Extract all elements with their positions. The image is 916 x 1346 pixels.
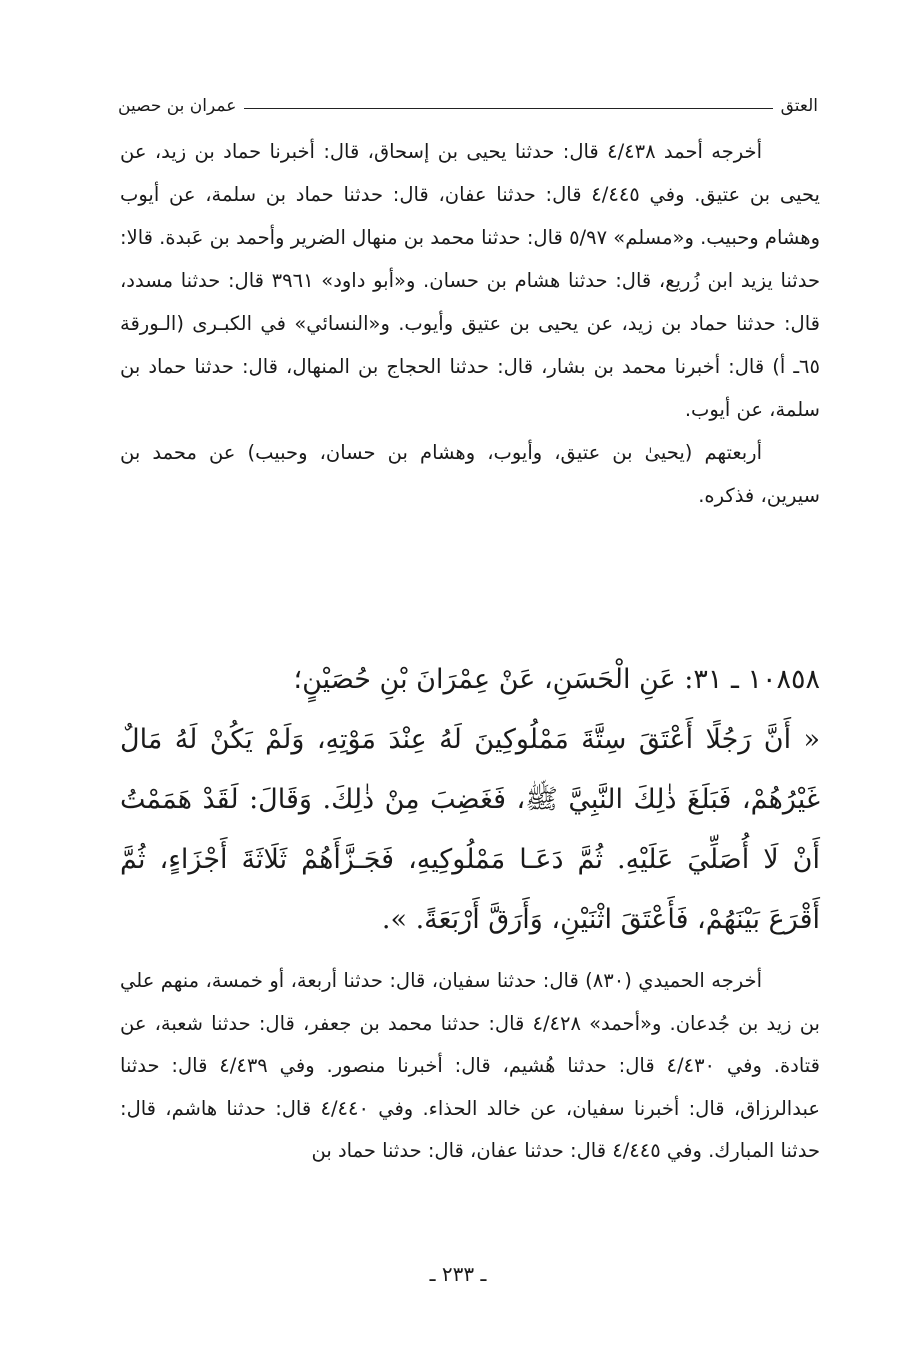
hadith-block — [120, 650, 820, 950]
header-rule — [244, 108, 772, 109]
takhrij-notes-top — [120, 130, 820, 517]
takhrij-paragraph: أربعتهم (يحيىٰ بن عتيق، وأيوب، وهشام بن حسان، وحبيب) عن محمد بن سيرين، فذكره. — [120, 441, 820, 507]
running-head — [118, 86, 818, 116]
takhrij-notes-bottom — [120, 960, 820, 1173]
hadith-text: « أَنَّ رَجُلًا أَعْتَقَ سِتَّةَ مَمْلُوكِينَ لَهُ عِنْدَ مَوْتِهِ، وَلَمْ يَكُنْ لَهُ مَالٌ غَيْرُهُمْ، فَبَلَغَ ذٰلِكَ النَّبِيَّ ﷺ، فَغَضِبَ مِنْ ذٰلِكَ. وَقَالَ: لَقَدْ هَمَمْتُ أَنْ لَا أُصَلِّيَ عَلَيْهِ. ثُمَّ دَعَـا مَمْلُوكِيهِ، فَجَـزَّأَهُمْ ثَلَاثَةَ أَجْزَاءٍ، ثُمَّ أَقْرَعَ بَيْنَهُمْ، فَأَعْتَقَ اثْنَيْنِ، وَأَرَقَّ أَرْبَعَةً. ». — [120, 724, 820, 935]
takhrij-paragraph: أخرجه الحميدي (٨٣٠) قال: حدثنا سفيان، قال: حدثنا أربعة، أو خمسة، منهم علي بن زيد بن جُدعان. و«أحمد» ٤/٤٢٨ قال: حدثنا محمد بن جعفر، قال: حدثنا شعبة، عن قتادة. وفي ٤/٤٣٠ قال: حدثنا هُشيم، قال: أخبرنا منصور. وفي ٤/٤٣٩ قال: حدثنا عبدالرزاق، قال: أخبرنا سفيان، عن خالد الحذاء. وفي ٤/٤٤٠ قال: حدثنا هاشم، قال: حدثنا المبارك. وفي ٤/٤٤٥ قال: حدثنا عفان، قال: حدثنا حماد بن — [120, 969, 820, 1162]
chapter-title: العتق — [780, 96, 818, 116]
hadith-heading: ١٠٨٥٨ ـ ٣١: عَنِ الْحَسَنِ، عَنْ عِمْرَانَ بْنِ حُصَيْنٍ؛ — [293, 664, 820, 695]
section-title: عمران بن حصين — [118, 96, 237, 116]
takhrij-paragraph: أخرجه أحمد ٤/٤٣٨ قال: حدثنا يحيى بن إسحاق، قال: أخبرنا حماد بن زيد، عن يحيى بن عتيق. وفي ٤/٤٤٥ قال: حدثنا عفان، قال: حدثنا حماد بن سلمة، عن أيوب وهشام وحبيب. و«مسلم» ٥/٩٧ قال: حدثنا محمد بن منهال الضرير وأحمد بن عَبدة. قالا: حدثنا يزيد ابن زُريع، قال: حدثنا هشام بن حسان. و«أبو داود» ٣٩٦١ قال: حدثنا مسدد، قال: حدثنا حماد بن زيد، عن يحيى بن عتيق وأيوب. و«النسائي» في الكبـرى (الـورقة ٦٥ـ أ) قال: أخبرنا محمد بن بشار، قال: حدثنا الحجاج بن المنهال، قال: حدثنا حماد بن سلمة، عن أيوب. — [120, 140, 821, 421]
page-number: ـ ٢٣٣ ـ — [429, 1262, 487, 1286]
